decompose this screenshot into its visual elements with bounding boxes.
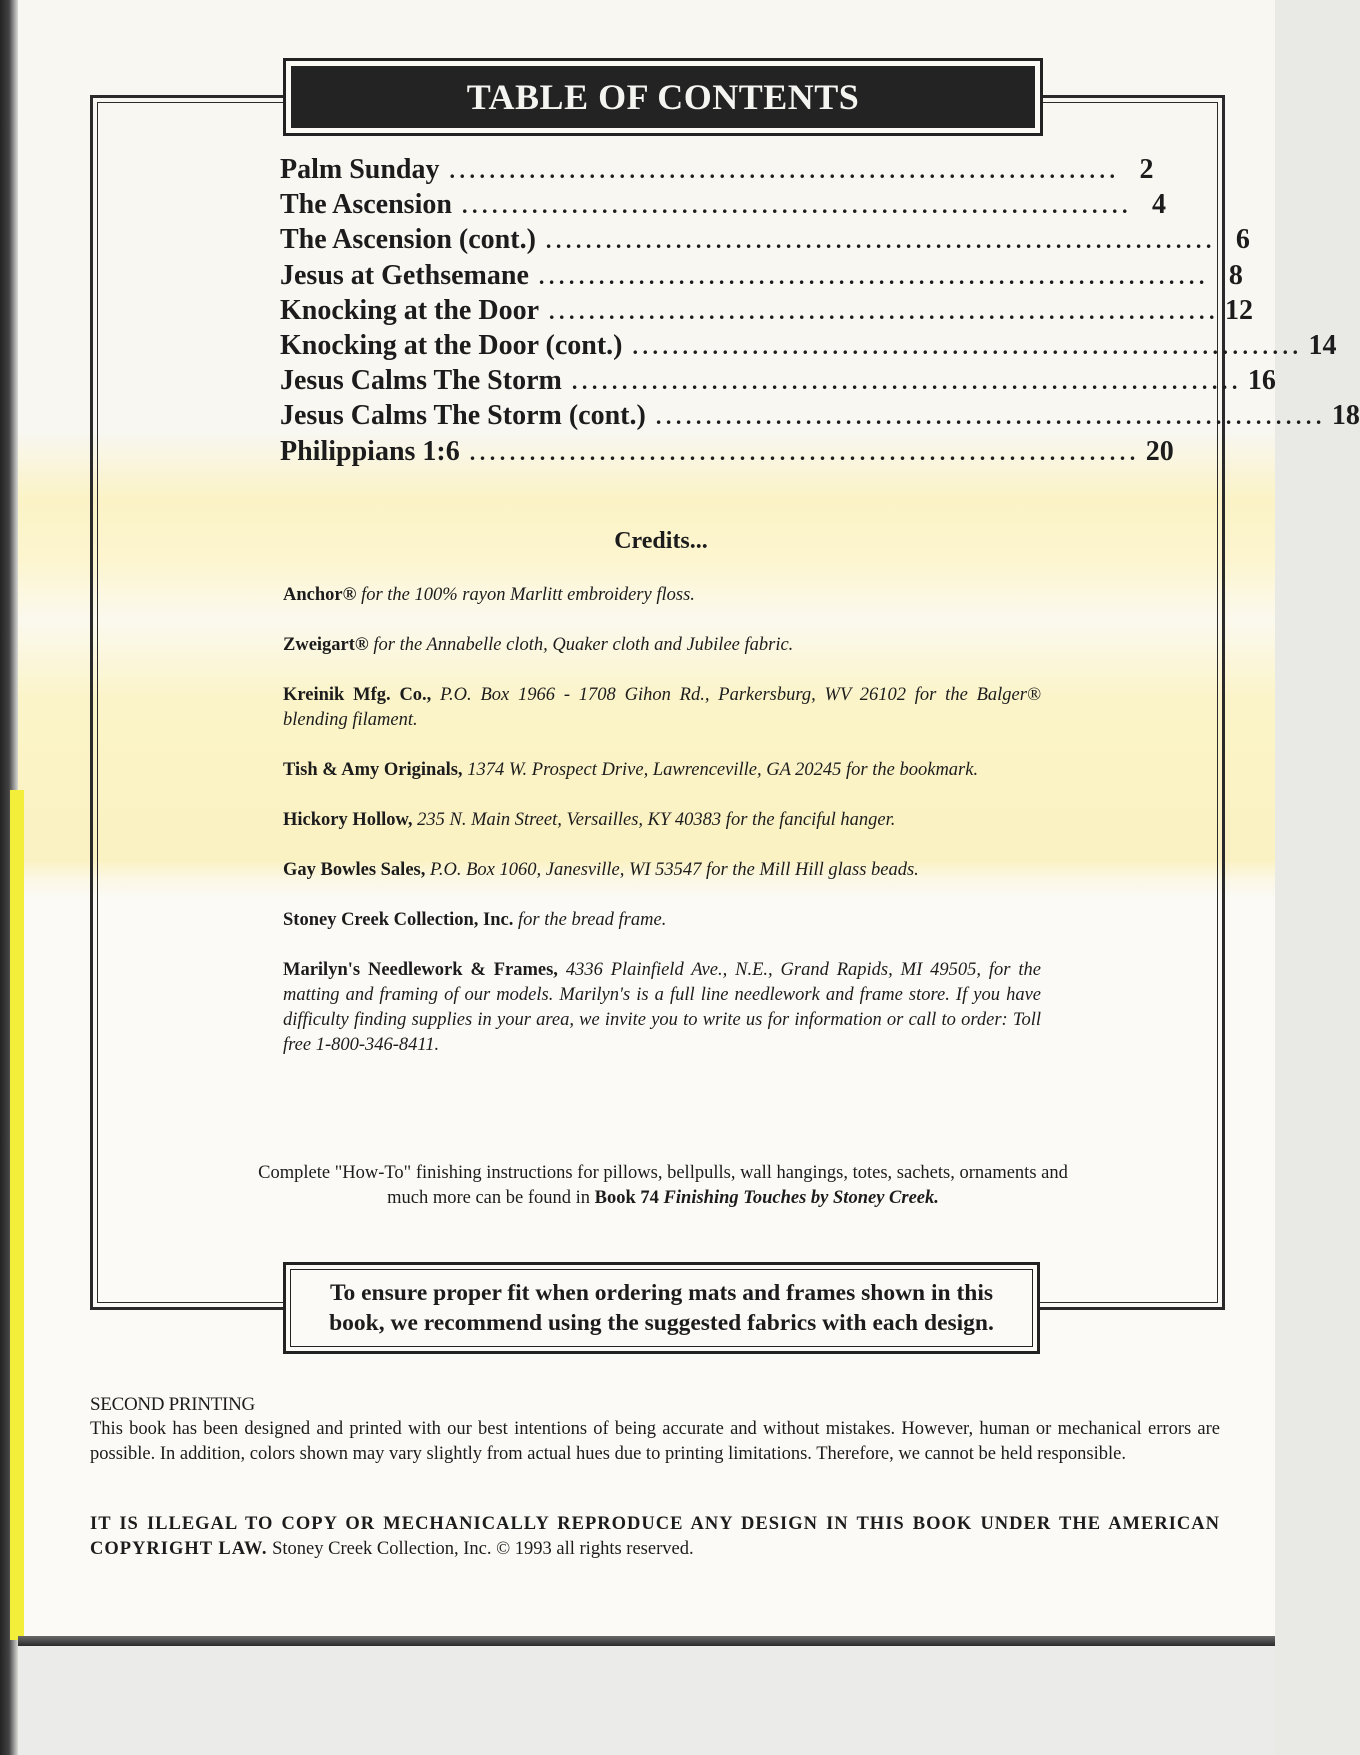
cover-edge	[10, 790, 24, 1640]
toc-entry-title: The Ascension	[280, 189, 452, 221]
page-title: TABLE OF CONTENTS	[291, 66, 1035, 128]
toc-entry-title: Jesus at Gethsemane	[280, 259, 529, 291]
credit-detail: P.O. Box 1966 - 1708 Gihon Rd., Parkersburg, WV 26102 for the Balger® blending filament.	[283, 685, 1041, 730]
credit-name: Hickory Hollow,	[283, 810, 413, 830]
toc-entry-title: Knocking at the Door (cont.)	[280, 329, 623, 361]
toc-entry	[280, 189, 1166, 224]
second-printing-heading: SECOND PRINTING	[90, 1394, 255, 1415]
copyright-warning: IT IS ILLEGAL TO COPY OR MECHANICALLY REPRODUCE ANY DESIGN IN THIS BOOK UNDER THE AMERICAN COPYRIGHT LAW.	[90, 1514, 1220, 1559]
back-cover	[18, 1646, 1275, 1755]
toc-entry	[280, 154, 1154, 189]
page-bottom-edge	[18, 1636, 1275, 1646]
credit-item	[283, 808, 1041, 833]
credit-name: Gay Bowles Sales,	[283, 860, 426, 880]
toc-entry-page: 14	[1308, 329, 1337, 361]
credit-name: Stoney Creek Collection, Inc.	[283, 910, 514, 930]
second-printing-body: This book has been designed and printed with our best intentions of being accurate and without mistakes. However, human or mechanical errors are possible. In addition, colors shown may vary slightly from actual hues due to printing limitations. Therefore, we cannot be held responsible.	[90, 1419, 1220, 1464]
credit-detail: 235 N. Main Street, Versailles, KY 40383 for the fanciful hanger.	[412, 810, 896, 830]
toc-entry-page: 18	[1331, 400, 1360, 432]
book-title: Finishing Touches by Stoney Creek.	[663, 1188, 939, 1208]
credits-heading: Credits...	[614, 528, 708, 554]
toc-entry-title: Jesus Calms The Storm	[280, 365, 562, 397]
credit-name: Kreinik Mfg. Co.,	[283, 685, 432, 705]
how-to-note	[250, 1161, 1076, 1211]
credit-name: Tish & Amy Originals,	[283, 760, 463, 780]
dot-leader: ...................................................................	[632, 333, 1303, 359]
dot-leader: ...................................................................	[449, 158, 1120, 183]
credit-detail: 1374 W. Prospect Drive, Lawrenceville, GA 20245 for the bookmark.	[462, 760, 979, 780]
credit-name: Anchor®	[283, 585, 357, 605]
toc-entry	[280, 329, 1337, 365]
credit-name: Marilyn's Needlework & Frames,	[283, 960, 558, 980]
credit-item	[283, 633, 1041, 658]
toc-entry-title: Jesus Calms The Storm (cont.)	[280, 400, 646, 432]
dot-leader: ...................................................................	[545, 228, 1216, 254]
toc-entry	[280, 400, 1360, 435]
credit-name: Zweigart®	[283, 635, 369, 655]
toc-entry-title: Knocking at the Door	[280, 294, 539, 326]
toc-entry	[280, 224, 1250, 259]
toc-entry	[280, 365, 1276, 400]
toc-entry	[280, 259, 1243, 295]
toc-entry-page: 2	[1139, 154, 1154, 185]
fit-notice-box	[283, 1262, 1040, 1354]
toc-entry-page: 6	[1235, 224, 1250, 256]
dot-leader: ...................................................................	[461, 193, 1132, 219]
second-printing-section	[90, 1392, 1220, 1467]
credit-detail: for the Annabelle cloth, Quaker cloth and Jubilee fabric.	[368, 635, 794, 655]
toc-entry	[280, 294, 1253, 330]
dot-leader: ...................................................................	[469, 439, 1140, 465]
toc-entry-page: 12	[1225, 294, 1253, 326]
credit-detail: P.O. Box 1060, Janesville, WI 53547 for the Mill Hill glass beads.	[425, 860, 919, 880]
book-number: Book 74	[594, 1188, 659, 1208]
copyright-line: Stoney Creek Collection, Inc. © 1993 all rights reserved.	[267, 1539, 694, 1559]
toc-entry-title: Palm Sunday	[280, 154, 440, 185]
credit-detail: for the 100% rayon Marlitt embroidery floss.	[356, 585, 695, 605]
dot-leader: ...................................................................	[571, 369, 1242, 395]
toc-entry-page: 20	[1145, 435, 1174, 467]
credit-detail: for the bread frame.	[513, 910, 667, 930]
dot-leader: ...................................................................	[538, 263, 1209, 289]
dot-leader: ...................................................................	[655, 404, 1326, 430]
credit-item	[283, 683, 1041, 733]
credit-item	[283, 858, 1041, 883]
how-to-text: Complete "How-To" finishing instructions for pillows, bellpulls, wall hangings, totes, sachets, ornaments and much more can be found in	[258, 1163, 1068, 1208]
credits-list	[283, 583, 1041, 1083]
credit-item	[283, 583, 1041, 608]
fit-notice: To ensure proper fit when ordering mats and frames shown in this book, we recommend using the suggested fabrics with each design.	[290, 1269, 1033, 1347]
table-of-contents	[280, 154, 1360, 471]
toc-entry-page: 4	[1151, 189, 1166, 221]
credit-item	[283, 908, 1041, 933]
toc-entry-title: The Ascension (cont.)	[280, 224, 536, 256]
toc-entry-title: Philippians 1:6	[280, 435, 460, 467]
credit-item	[283, 758, 1041, 783]
title-banner	[283, 58, 1043, 136]
toc-entry-page: 16	[1247, 365, 1276, 397]
toc-entry-page: 8	[1228, 259, 1243, 291]
dot-leader: ...................................................................	[549, 298, 1219, 324]
copyright-notice	[90, 1512, 1220, 1562]
credit-detail: 4336 Plainfield Ave., N.E., Grand Rapids, MI 49505, for the matting and framing of our models. Marilyn's is a full line needlework and frame store. If you have difficulty finding supplies in your area, we invite you to write us for information or call to order: Toll free 1-800-346-8411.	[283, 960, 1041, 1055]
credit-item	[283, 958, 1041, 1058]
toc-entry	[280, 435, 1174, 471]
